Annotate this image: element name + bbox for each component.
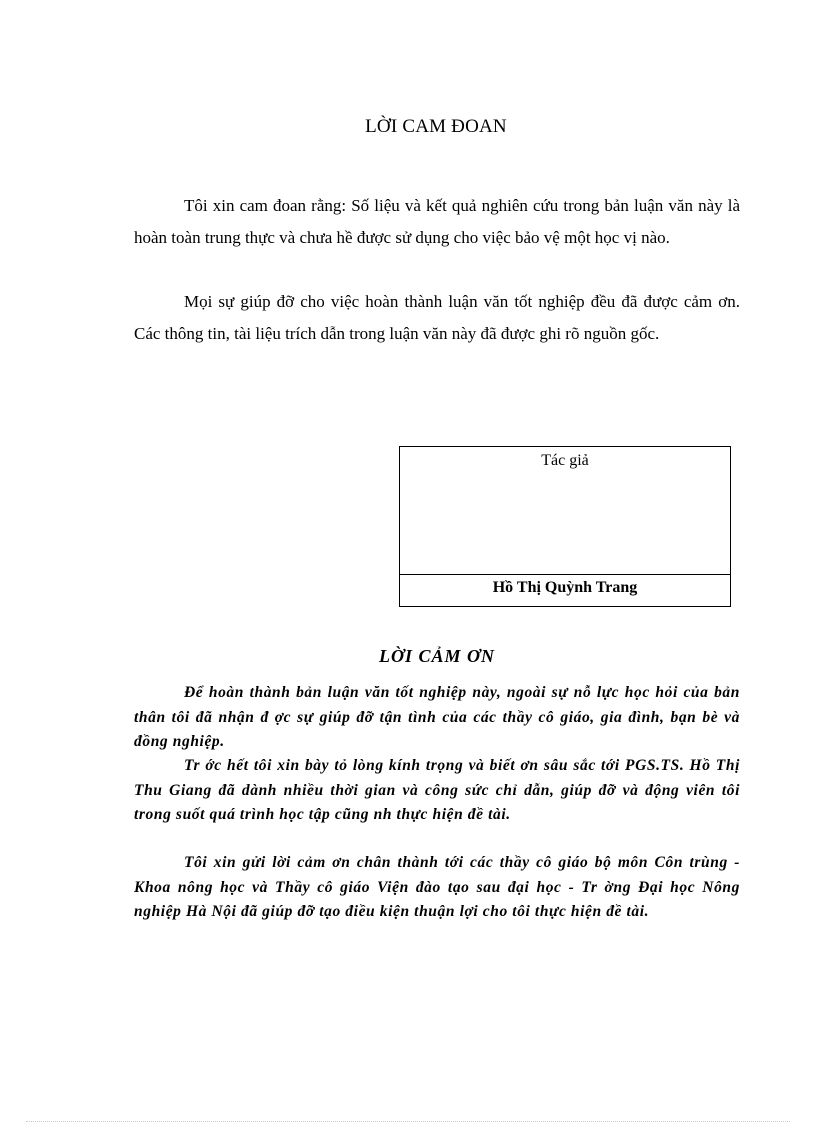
declaration-paragraph-2: Mọi sự giúp đỡ cho việc hoàn thành luận văn tốt nghiệp đều đã được cảm ơn. Các thông tin, tài liệu trích dẫn trong luận văn này đã được ghi rõ nguồn gốc. (134, 292, 740, 343)
declaration-title: LỜI CAM ĐOAN (365, 116, 507, 137)
acknowledgement-paragraph-3: Tôi xin gửi lời cảm ơn chân thành tới các thầy cô giáo bộ môn Côn trùng - Khoa nông học và Thầy cô giáo Viện đào tạo sau đại học - Tr ờng Đại học Nông nghiệp Hà Nội đã giúp đỡ tạo điều kiện thuận lợi cho tôi thực hiện đề tài. (134, 854, 740, 920)
acknowledgement-paragraph-1: Để hoàn thành bản luận văn tốt nghiệp này, ngoài sự nỗ lực học hỏi của bản thân tôi đã nhận đ ợc sự giúp đỡ tận tình của các thầy cô giáo, gia đình, bạn bè và đồng nghiệp. (134, 684, 740, 750)
acknowledgement-paragraph-2: Tr ớc hết tôi xin bày tỏ lòng kính trọng và biết ơn sâu sắc tới PGS.TS. Hồ Thị Thu Giang đã dành nhiều thời gian và công sức chỉ dẫn, giúp đỡ và động viên tôi trong suốt quá trình học tập cũng nh thực hiện đề tài. (134, 757, 740, 823)
author-label: Tác giả (541, 452, 589, 469)
declaration-paragraph-1: Tôi xin cam đoan rằng: Số liệu và kết quả nghiên cứu trong bản luận văn này là hoàn toàn trung thực và chưa hề được sử dụng cho việc bảo vệ một học vị nào. (134, 196, 740, 247)
acknowledgement-title: LỜI CẢM ƠN (378, 646, 495, 666)
author-name: Hồ Thị Quỳnh Trang (492, 579, 638, 596)
page-bottom-rule (26, 1121, 790, 1122)
signature-box (399, 446, 731, 607)
signature-divider (400, 574, 730, 575)
